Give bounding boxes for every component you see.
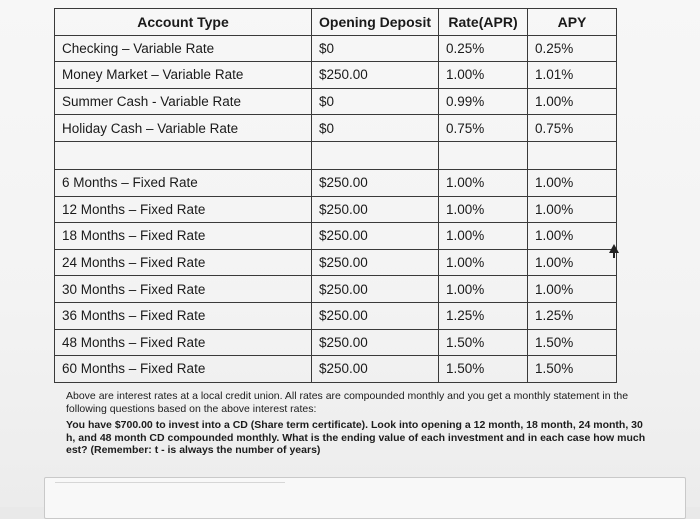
account-type-cell: Checking – Variable Rate bbox=[55, 35, 312, 62]
rate-cell: 1.25% bbox=[439, 302, 528, 329]
empty-cell bbox=[439, 141, 528, 169]
account-type-cell: 30 Months – Fixed Rate bbox=[55, 276, 312, 303]
intro-line: following questions based on the above interest rates: bbox=[66, 402, 317, 415]
opening-deposit-cell: $0 bbox=[312, 88, 439, 115]
opening-deposit-cell: $250.00 bbox=[312, 329, 439, 356]
opening-deposit-cell: $0 bbox=[312, 115, 439, 142]
rate-cell: 0.25% bbox=[439, 35, 528, 62]
account-type-cell: Summer Cash - Variable Rate bbox=[55, 88, 312, 115]
table-row bbox=[55, 35, 617, 62]
apy-cell: 1.25% bbox=[528, 302, 617, 329]
table-row bbox=[55, 62, 617, 89]
apy-cell: 1.00% bbox=[528, 88, 617, 115]
account-type-cell: 36 Months – Fixed Rate bbox=[55, 302, 312, 329]
table-row bbox=[55, 196, 617, 223]
answer-input-area[interactable] bbox=[44, 477, 686, 519]
problem-text bbox=[66, 390, 700, 457]
rate-cell: 1.50% bbox=[439, 329, 528, 356]
table-row bbox=[55, 223, 617, 250]
question-line: est? (Remember: t - is always the number of years) bbox=[66, 444, 321, 457]
opening-deposit-cell: $0 bbox=[312, 35, 439, 62]
table-row bbox=[55, 356, 617, 383]
table-row bbox=[55, 249, 617, 276]
opening-deposit-cell: $250.00 bbox=[312, 249, 439, 276]
rate-cell: 0.75% bbox=[439, 115, 528, 142]
rate-cell: 1.00% bbox=[439, 223, 528, 250]
empty-cell bbox=[528, 141, 617, 169]
rate-cell: 1.00% bbox=[439, 62, 528, 89]
interest-rate-table bbox=[54, 8, 617, 383]
table-row bbox=[55, 329, 617, 356]
opening-deposit-cell: $250.00 bbox=[312, 62, 439, 89]
opening-deposit-cell: $250.00 bbox=[312, 196, 439, 223]
answer-box-edge bbox=[55, 477, 285, 483]
apy-cell: 1.01% bbox=[528, 62, 617, 89]
apy-cell: 1.00% bbox=[528, 249, 617, 276]
opening-deposit-cell: $250.00 bbox=[312, 276, 439, 303]
apy-cell: 0.75% bbox=[528, 115, 617, 142]
table-row bbox=[55, 115, 617, 142]
opening-deposit-cell: $250.00 bbox=[312, 302, 439, 329]
question-line: h, and 48 month CD compounded monthly. What is the ending value of each investment and in each case how much bbox=[66, 431, 646, 444]
rate-cell: 1.00% bbox=[439, 196, 528, 223]
account-type-cell: 48 Months – Fixed Rate bbox=[55, 329, 312, 356]
apy-cell: 1.00% bbox=[528, 223, 617, 250]
apy-cell: 1.00% bbox=[528, 169, 617, 196]
mouse-pointer-icon bbox=[609, 244, 619, 253]
rate-cell: 1.50% bbox=[439, 356, 528, 383]
apy-cell: 0.25% bbox=[528, 35, 617, 62]
empty-separator-row bbox=[55, 141, 617, 169]
opening-deposit-cell: $250.00 bbox=[312, 169, 439, 196]
table-row bbox=[55, 169, 617, 196]
opening-deposit-cell: $250.00 bbox=[312, 223, 439, 250]
account-type-cell: 12 Months – Fixed Rate bbox=[55, 196, 312, 223]
table-header-row bbox=[55, 9, 617, 36]
header-rate-apr: Rate(APR) bbox=[439, 9, 528, 36]
table-row bbox=[55, 302, 617, 329]
account-type-cell: Holiday Cash – Variable Rate bbox=[55, 115, 312, 142]
account-type-cell: 6 Months – Fixed Rate bbox=[55, 169, 312, 196]
apy-cell: 1.50% bbox=[528, 356, 617, 383]
intro-line: Above are interest rates at a local credit union. All rates are compounded monthly and you get a monthly statement in the bbox=[66, 390, 629, 402]
apy-cell: 1.00% bbox=[528, 196, 617, 223]
header-account-type: Account Type bbox=[55, 9, 312, 36]
account-type-cell: Money Market – Variable Rate bbox=[55, 62, 312, 89]
opening-deposit-cell: $250.00 bbox=[312, 356, 439, 383]
rate-cell: 0.99% bbox=[439, 88, 528, 115]
account-type-cell: 60 Months – Fixed Rate bbox=[55, 356, 312, 383]
apy-cell: 1.00% bbox=[528, 276, 617, 303]
rate-cell: 1.00% bbox=[439, 169, 528, 196]
account-type-cell: 24 Months – Fixed Rate bbox=[55, 249, 312, 276]
empty-cell bbox=[55, 141, 312, 169]
empty-cell bbox=[312, 141, 439, 169]
apy-cell: 1.50% bbox=[528, 329, 617, 356]
table-row bbox=[55, 88, 617, 115]
header-apy: APY bbox=[528, 9, 617, 36]
question-line: You have $700.00 to invest into a CD (Share term certificate). Look into opening a 12 month, 18 month, 24 month, 30 bbox=[66, 419, 643, 432]
header-opening-deposit: Opening Deposit bbox=[312, 9, 439, 36]
account-type-cell: 18 Months – Fixed Rate bbox=[55, 223, 312, 250]
rate-cell: 1.00% bbox=[439, 276, 528, 303]
rate-cell: 1.00% bbox=[439, 249, 528, 276]
table-row bbox=[55, 276, 617, 303]
